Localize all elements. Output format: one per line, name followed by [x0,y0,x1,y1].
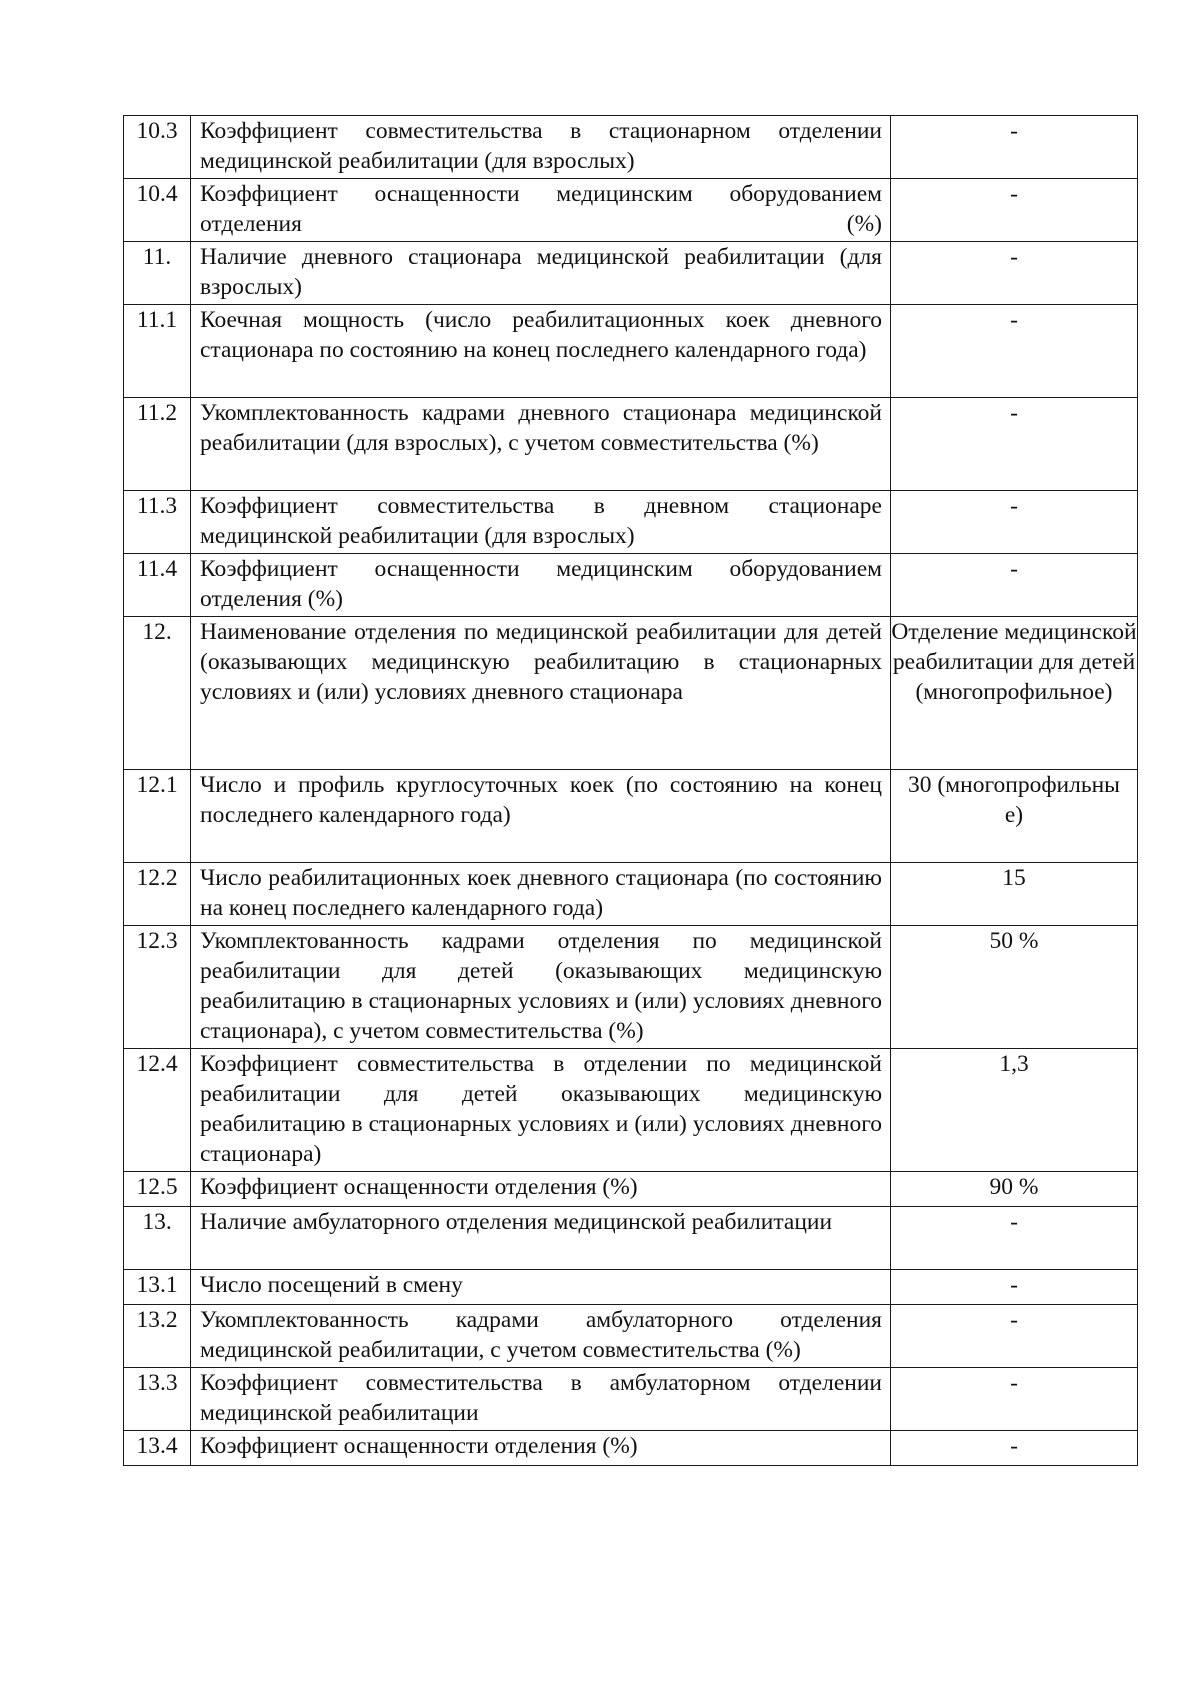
row-value: - [891,1270,1138,1305]
table-row [124,1049,1138,1172]
table-row [124,491,1138,554]
table-row [124,1270,1138,1305]
row-number: 11. [124,242,191,305]
row-description: Коэффициент оснащенности отделения (%) [191,1431,891,1466]
row-description: Коэффициент совместительства в дневном стационаре медицинской реабилитации (для взрослых) [191,491,891,554]
row-description: Укомплектованность кадрами амбулаторного отделения медицинской реабилитации, с учетом совместительства (%) [191,1305,891,1368]
row-number: 12.5 [124,1172,191,1207]
row-number: 13.1 [124,1270,191,1305]
row-description: Наличие амбулаторного отделения медицинской реабилитации [191,1207,891,1270]
row-number: 12.2 [124,863,191,926]
row-description: Коэффициент оснащенности медицинским оборудованием отделения (%) [191,554,891,617]
table-row [124,398,1138,491]
row-number: 12.3 [124,926,191,1049]
row-description: Наименование отделения по медицинской реабилитации для детей (оказывающих медицинскую реабилитацию в стационарных условиях и (или) условиях дневного стационара [191,617,891,770]
row-number: 12.4 [124,1049,191,1172]
row-value: 15 [891,863,1138,926]
row-number: 11.1 [124,305,191,398]
row-description: Коэффициент оснащенности отделения (%) [191,1172,891,1207]
row-number: 12. [124,617,191,770]
row-value: - [891,1368,1138,1431]
row-value: - [891,398,1138,491]
row-description: Коэффициент совместительства в отделении по медицинской реабилитации для детей оказывающих медицинскую реабилитацию в стационарных условиях и (или) условиях дневного стационара) [191,1049,891,1172]
row-value: 90 % [891,1172,1138,1207]
table-row [124,617,1138,770]
table-row [124,926,1138,1049]
row-description: Число реабилитационных коек дневного стационара (по состоянию на конец последнего календарного года) [191,863,891,926]
row-value: - [891,1207,1138,1270]
row-description: Коэффициент совместительства в стационарном отделении медицинской реабилитации (для взрослых) [191,116,891,179]
row-value: - [891,1431,1138,1466]
table-row [124,242,1138,305]
row-value: - [891,116,1138,179]
row-number: 11.2 [124,398,191,491]
table-row [124,1431,1138,1466]
row-value: - [891,554,1138,617]
row-value: 30 (многопрофильные) [891,770,1138,863]
row-value: - [891,305,1138,398]
table-row [124,1305,1138,1368]
table-row [124,179,1138,242]
table-row [124,116,1138,179]
row-number: 13.4 [124,1431,191,1466]
row-description: Укомплектованность кадрами отделения по медицинской реабилитации для детей (оказывающих медицинскую реабилитацию в стационарных условиях и (или) условиях дневного стационара), с учетом совместительства (%) [191,926,891,1049]
row-value: Отделение медицинской реабилитации для детей (многопрофильное) [891,617,1138,770]
row-value: - [891,491,1138,554]
row-value: 1,3 [891,1049,1138,1172]
row-value: - [891,179,1138,242]
table-row [124,1207,1138,1270]
table-row [124,770,1138,863]
row-number: 12.1 [124,770,191,863]
table-row [124,554,1138,617]
row-number: 10.3 [124,116,191,179]
row-value: 50 % [891,926,1138,1049]
row-description: Коэффициент совместительства в амбулаторном отделении медицинской реабилитации [191,1368,891,1431]
row-number: 13.2 [124,1305,191,1368]
row-value: - [891,242,1138,305]
row-description: Наличие дневного стационара медицинской реабилитации (для взрослых) [191,242,891,305]
row-number: 11.3 [124,491,191,554]
table-row [124,1368,1138,1431]
table-row [124,863,1138,926]
row-number: 13. [124,1207,191,1270]
row-description: Укомплектованность кадрами дневного стационара медицинской реабилитации (для взрослых), с учетом совместительства (%) [191,398,891,491]
row-number: 11.4 [124,554,191,617]
row-value: - [891,1305,1138,1368]
row-description: Число и профиль круглосуточных коек (по состоянию на конец последнего календарного года) [191,770,891,863]
row-description: Число посещений в смену [191,1270,891,1305]
table-row [124,1172,1138,1207]
row-description: Коечная мощность (число реабилитационных коек дневного стационара по состоянию на конец последнего календарного года) [191,305,891,398]
indicators-table [123,115,1138,1466]
row-number: 13.3 [124,1368,191,1431]
row-description: Коэффициент оснащенности медицинским оборудованием отделения (%) [191,179,891,242]
row-number: 10.4 [124,179,191,242]
table-row [124,305,1138,398]
